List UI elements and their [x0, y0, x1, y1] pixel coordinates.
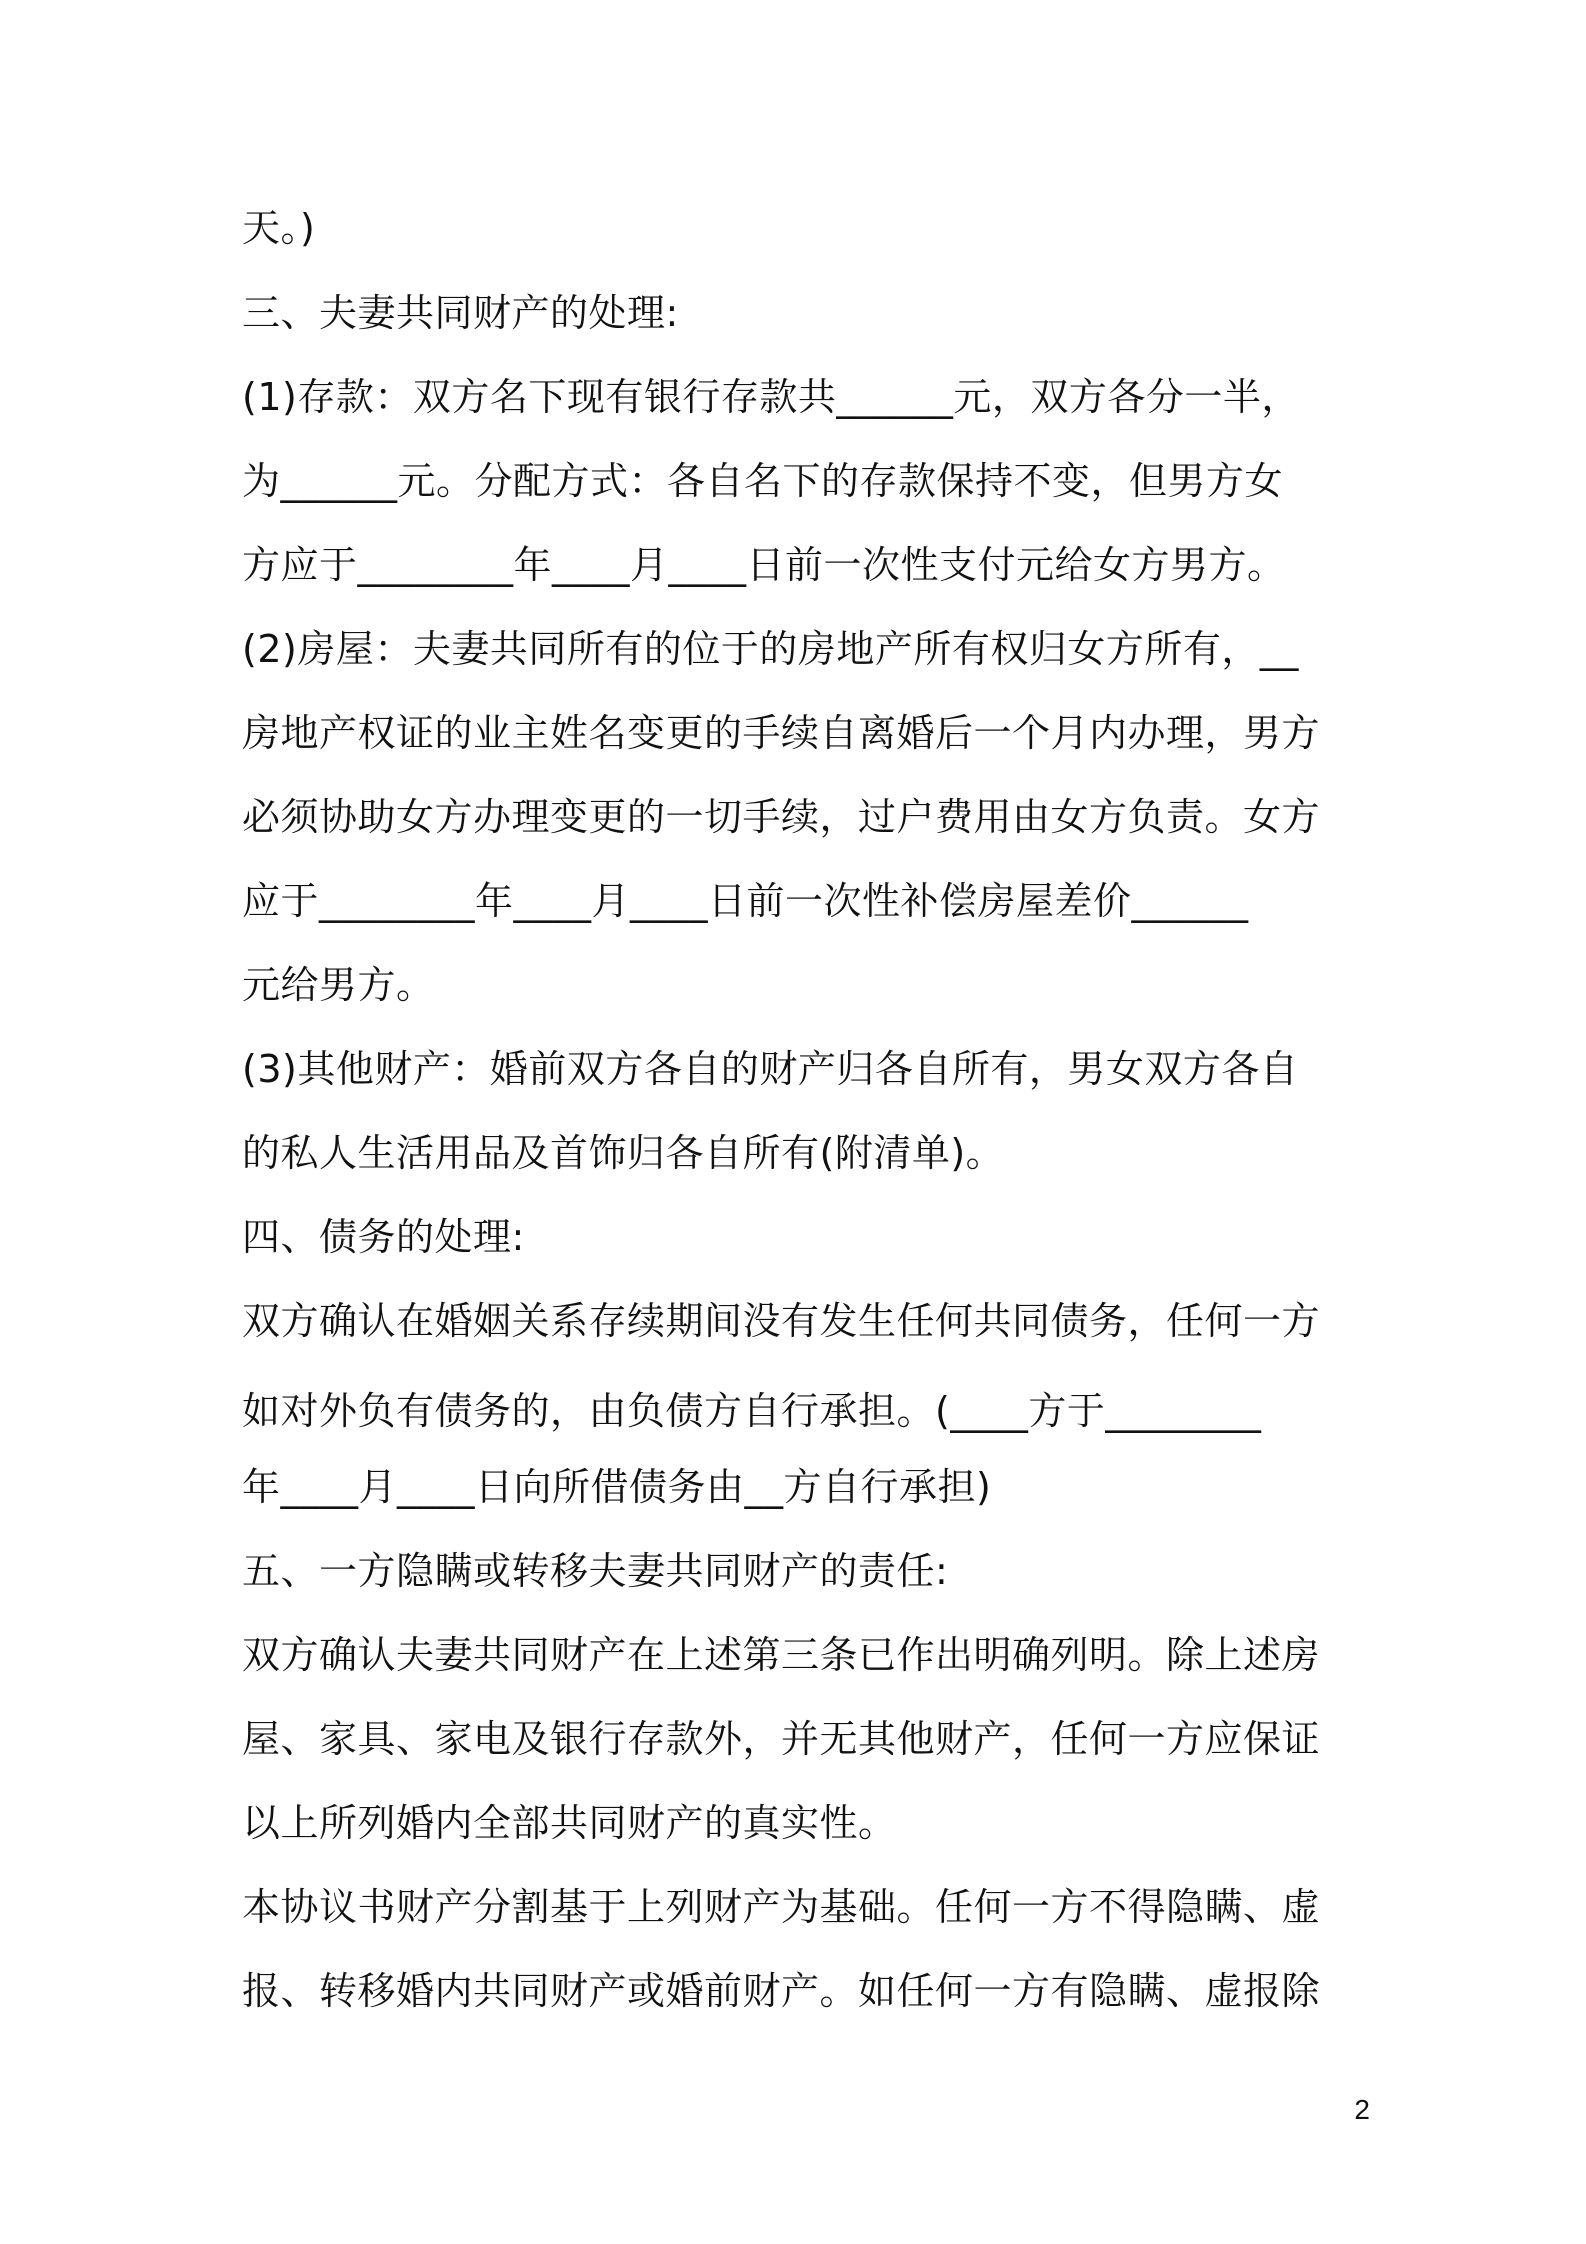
- text-line: 应于________年____月____日前一次性补偿房屋差价______: [242, 879, 1249, 923]
- text-line: 的私人生活用品及首饰归各自所有(附清单)。: [242, 1131, 1005, 1175]
- text-line: 方应于________年____月____日前一次性支付元给女方男方。: [242, 543, 1286, 587]
- section-heading: 四、债务的处理:: [242, 1215, 525, 1259]
- text-line: 天。): [242, 206, 316, 250]
- text-line: 双方确认夫妻共同财产在上述第三条已作出明确列明。除上述房: [242, 1633, 1321, 1677]
- text-line: 必须协助女方办理变更的一切手续，过户费用由女方负责。女方: [242, 795, 1321, 839]
- text-line: 为______元。分配方式：各自名下的存款保持不变，但男方女: [242, 459, 1284, 503]
- page-number: 2: [1354, 2094, 1370, 2125]
- text-line: 以上所列婚内全部共同财产的真实性。: [242, 1801, 897, 1845]
- text-line: (2)房屋：夫妻共同所有的位于的房地产所有权归女方所有，__: [242, 627, 1299, 671]
- text-line: 如对外负有债务的，由负债方自行承担。(____方于________: [242, 1389, 1262, 1433]
- text-line: 本协议书财产分割基于上列财产为基础。任何一方不得隐瞒、虚: [242, 1885, 1321, 1929]
- text-line: 年____月____日向所借债务由__方自行承担): [242, 1465, 992, 1509]
- section-heading: 三、夫妻共同财产的处理:: [242, 291, 679, 335]
- text-line: 报、转移婚内共同财产或婚前财产。如任何一方有隐瞒、虚报除: [242, 1969, 1321, 2013]
- text-line: (1)存款：双方名下现有银行存款共______元，双方各分一半，: [242, 375, 1300, 419]
- text-line: 房地产权证的业主姓名变更的手续自离婚后一个月内办理，男方: [242, 711, 1321, 755]
- text-line: (3)其他财产：婚前双方各自的财产归各自所有，男女双方各自: [242, 1047, 1299, 1091]
- section-heading: 五、一方隐瞒或转移夫妻共同财产的责任:: [242, 1549, 949, 1593]
- text-line: 屋、家具、家电及银行存款外，并无其他财产，任何一方应保证: [242, 1717, 1321, 1761]
- text-line: 元给男方。: [242, 963, 435, 1007]
- text-line: 双方确认在婚姻关系存续期间没有发生任何共同债务，任何一方: [242, 1299, 1321, 1343]
